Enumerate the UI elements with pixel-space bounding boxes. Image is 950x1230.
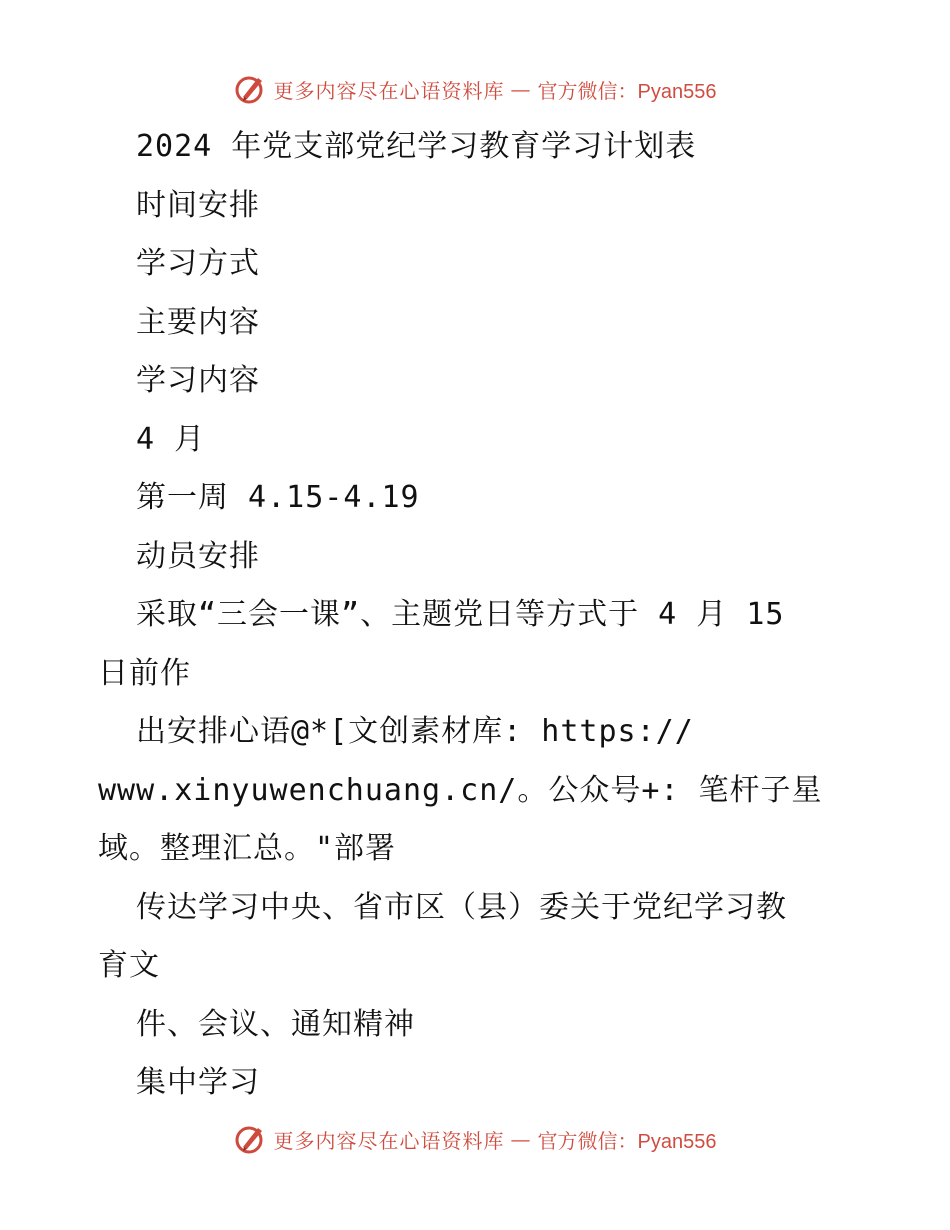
text-line: 时间安排 — [136, 187, 260, 223]
text-line: 育文 — [98, 948, 160, 983]
quill-circle-icon — [234, 1122, 268, 1156]
text-line: 集中学习 — [136, 1065, 260, 1100]
text-line: 第一周 4.15-4.19 — [136, 480, 420, 515]
text-line: 出安排心语@*[文创素材库: https:// — [136, 714, 694, 749]
text-line: 主要内容 — [136, 304, 260, 340]
text-line: 学习方式 — [136, 246, 260, 281]
banner-dash: — — [510, 1127, 532, 1151]
header-watermark — [0, 72, 950, 106]
text-line: 动员安排 — [136, 538, 260, 574]
text-line: 件、会议、通知精神 — [136, 1006, 415, 1042]
banner-slogan: 更多内容尽在心语资料库 — [273, 78, 505, 103]
text-line: 域。整理汇总。"部署 — [98, 831, 397, 866]
document-body — [0, 118, 950, 1113]
banner-slogan: 更多内容尽在心语资料库 — [273, 1128, 505, 1153]
document-title: 2024 年党支部党纪学习教育学习计划表 — [136, 129, 697, 164]
text-line: www.xinyuwenchuang.cn/。公众号+: 笔杆子星 — [98, 772, 823, 808]
text-line: 传达学习中央、省市区（县）委关于党纪学习教 — [136, 889, 787, 925]
text-line: 日前作 — [98, 655, 191, 691]
banner-dash: — — [510, 77, 532, 101]
banner-wechat: 官方微信：Pyan556 — [537, 1130, 717, 1153]
text-line: 采取“三会一课”、主题党日等方式于 4 月 15 — [136, 597, 785, 632]
text-line: 学习内容 — [136, 363, 260, 398]
text-line: 4 月 — [136, 421, 206, 457]
quill-circle-icon — [234, 72, 268, 106]
banner-wechat: 官方微信：Pyan556 — [537, 80, 717, 103]
footer-watermark — [0, 1122, 950, 1156]
